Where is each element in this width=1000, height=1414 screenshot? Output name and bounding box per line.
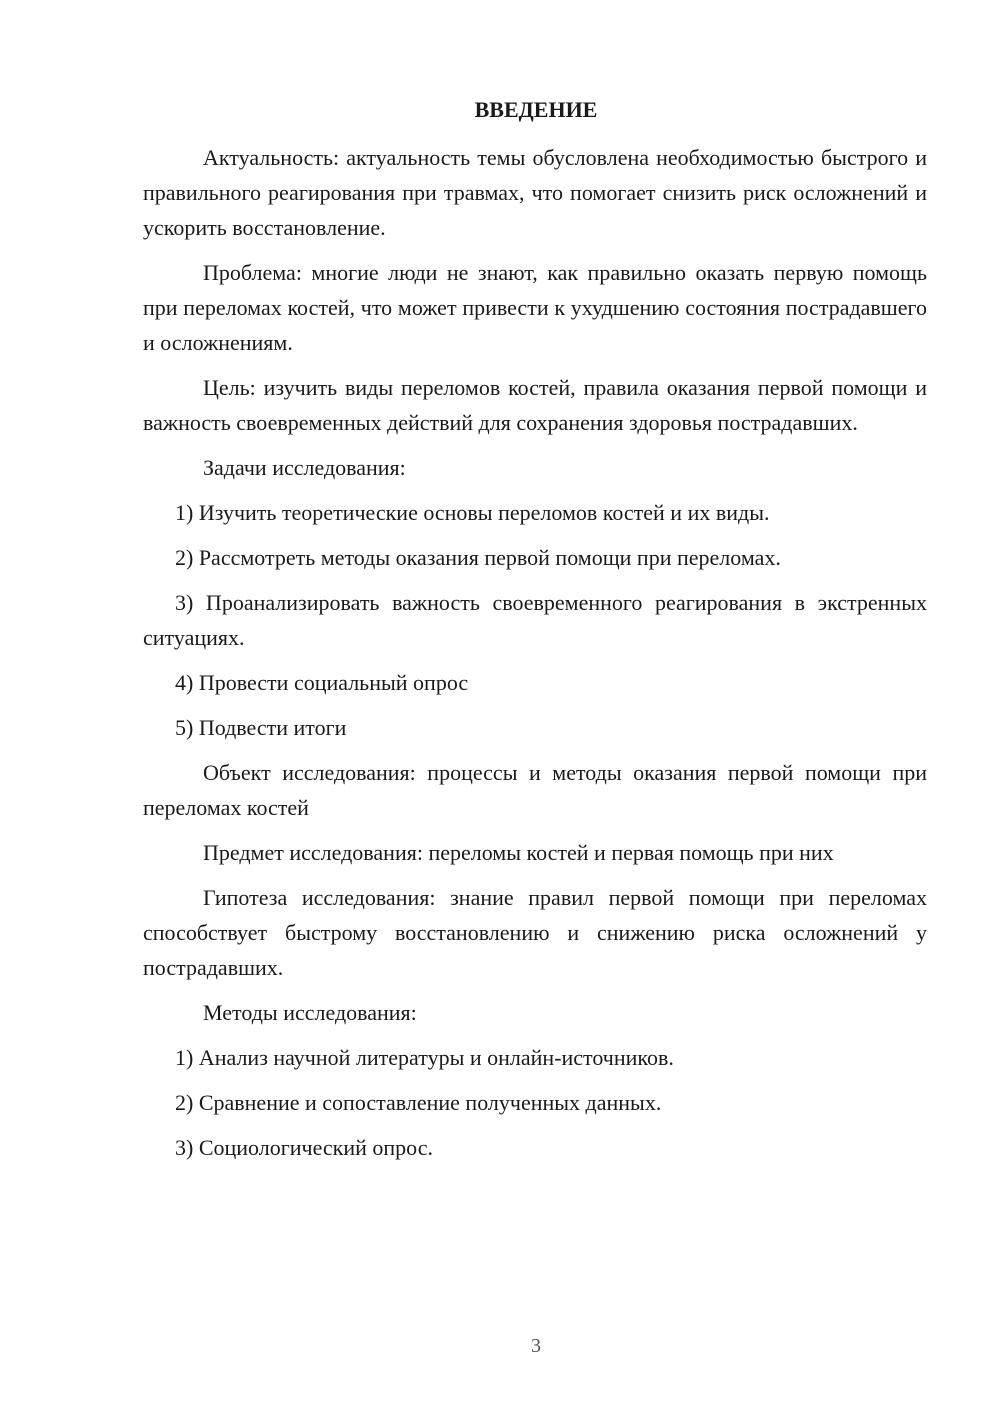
task-item-1: 1) Изучить теоретические основы переломов костей и их виды. — [175, 500, 770, 525]
goal-paragraph: Цель: изучить виды переломов костей, правила оказания первой помощи и важность своевременных действий для сохранения здоровья пострадавших. — [143, 375, 927, 435]
page-number: 3 — [531, 1335, 541, 1357]
tasks-heading: Задачи исследования: — [203, 455, 406, 480]
method-item-3: 3) Социологический опрос. — [175, 1135, 433, 1160]
problem-paragraph: Проблема: многие люди не знают, как правильно оказать первую помощь при переломах костей, что может привести к ухудшению состояния пострадавшего и осложнениям. — [143, 260, 927, 355]
document-body — [143, 140, 927, 1175]
object-paragraph: Объект исследования: процессы и методы оказания первой помощи при переломах костей — [143, 760, 927, 820]
methods-heading: Методы исследования: — [203, 1000, 417, 1025]
task-item-3: 3) Проанализировать важность своевременного реагирования в экстренных ситуациях. — [143, 590, 927, 650]
hypothesis-paragraph: Гипотеза исследования: знание правил первой помощи при переломах способствует быстрому восстановлению и снижению риска осложнений у пострадавших. — [143, 885, 927, 980]
task-item-2: 2) Рассмотреть методы оказания первой помощи при переломах. — [175, 545, 781, 570]
method-item-2: 2) Сравнение и сопоставление полученных данных. — [175, 1090, 662, 1115]
method-item-1: 1) Анализ научной литературы и онлайн-источников. — [175, 1045, 674, 1070]
task-item-4: 4) Провести социальный опрос — [175, 670, 469, 695]
subject-paragraph: Предмет исследования: переломы костей и первая помощь при них — [203, 840, 834, 865]
relevance-paragraph: Актуальность: актуальность темы обусловлена необходимостью быстрого и правильного реагирования при травмах, что помогает снизить риск осложнений и ускорить восстановление. — [143, 145, 927, 240]
task-item-5: 5) Подвести итоги — [175, 715, 347, 740]
page-title: ВВЕДЕНИЕ — [474, 97, 598, 122]
